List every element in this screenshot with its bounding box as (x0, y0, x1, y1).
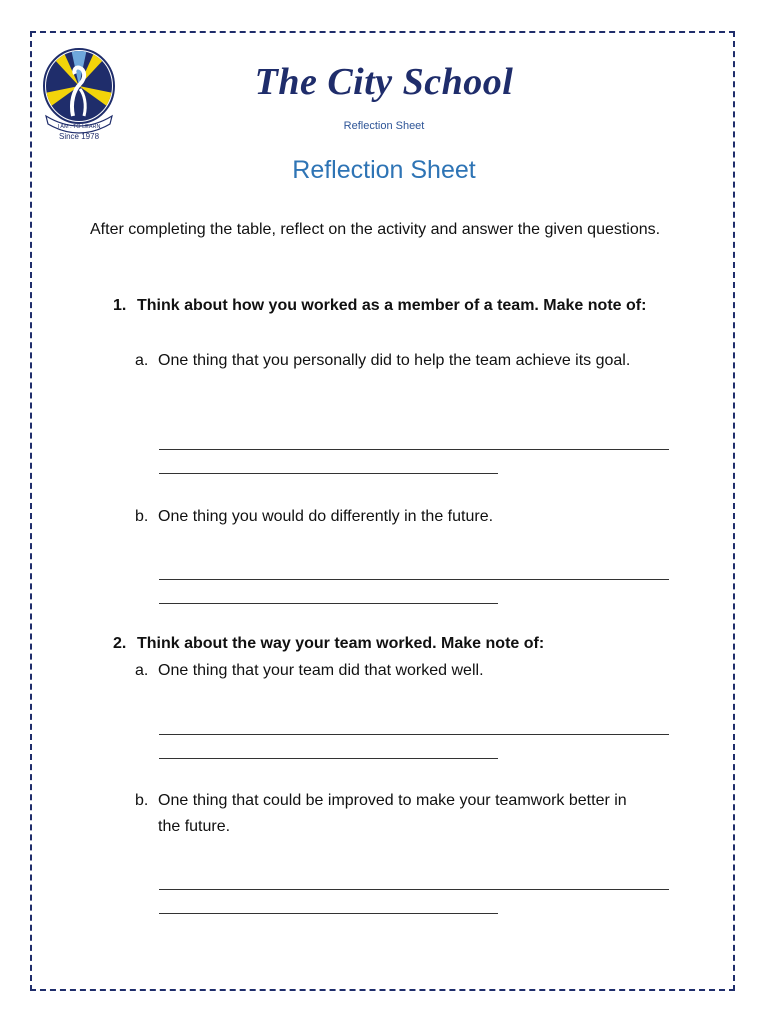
answer-line[interactable] (159, 734, 669, 735)
answer-line[interactable] (159, 449, 669, 450)
question-text: Think about the way your team worked. Make note of: (137, 635, 545, 652)
part-text: One thing that your team did that worked well. (158, 662, 484, 679)
logo-caption: Since 1978 (58, 132, 100, 141)
logo-ribbon-text: I AM . TO LEARN (57, 124, 101, 130)
question-number: 1. (113, 297, 127, 314)
answer-line[interactable] (159, 579, 669, 580)
part-text: One thing that could be improved to make your teamwork better in the future. (158, 792, 627, 835)
answer-line[interactable] (159, 913, 498, 914)
part-text: One thing you would do differently in the future. (158, 508, 494, 525)
part-letter: a. (135, 662, 149, 679)
intro-text: After completing the table, reflect on the activity and answer the given questions. (90, 221, 661, 238)
answer-line[interactable] (159, 758, 498, 759)
answer-line[interactable] (159, 889, 669, 890)
question-text: Think about how you worked as a member of a team. Make note of: (137, 297, 647, 314)
page-title: Reflection Sheet (292, 156, 476, 184)
part-letter: b. (135, 792, 149, 809)
part-letter: a. (135, 352, 149, 369)
answer-line[interactable] (159, 603, 498, 604)
question-number: 2. (113, 635, 127, 652)
part-text: One thing that you personally did to help the team achieve its goal. (158, 352, 631, 369)
school-name: The City School (254, 61, 514, 103)
answer-line[interactable] (159, 473, 498, 474)
header-subtitle: Reflection Sheet (343, 120, 425, 132)
part-letter: b. (135, 508, 149, 525)
